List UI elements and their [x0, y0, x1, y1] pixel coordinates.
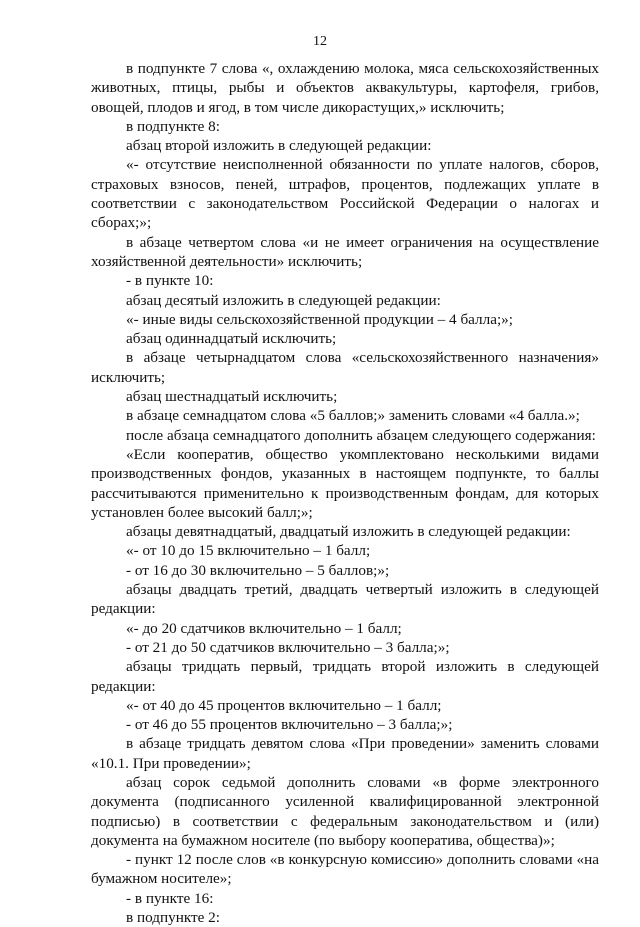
paragraph: абзац десятый изложить в следующей редакции:	[126, 291, 441, 309]
paragraph: абзацы тридцать первый, тридцать второй изложить в следующей редакции:	[91, 658, 599, 695]
paragraph: - от 21 до 50 сдатчиков включительно – 3 балла;»;	[126, 638, 450, 656]
paragraph: «- иные виды сельскохозяйственной продукции – 4 балла;»;	[126, 310, 513, 328]
paragraph: «Если кооператив, общество укомплектовано несколькими видами производственных фондов, указанных в настоящем подпункте, то баллы рассчитываются применительно к производственным фондам, для которых установлен более высокий балл;»;	[91, 445, 599, 521]
page-number: 12	[313, 34, 327, 49]
paragraph: в абзаце тридцать девятом слова «При проведении» заменить словами «10.1. При проведении»;	[91, 735, 599, 772]
paragraph: абзацы двадцать третий, двадцать четвертый изложить в следующей редакции:	[91, 581, 599, 618]
paragraph: в подпункте 2:	[126, 909, 220, 927]
paragraph: в абзаце четырнадцатом слова «сельскохозяйственного назначения» исключить;	[91, 349, 599, 386]
paragraph: абзац сорок седьмой дополнить словами «в форме электронного документа (подписанного усиленной квалифицированной электронной подписью) в соответствии с федеральным законодательством и (или) документа на бумажном носителе (по выбору кооператива, общества)»;	[91, 773, 599, 849]
paragraph: - пункт 12 после слов «в конкурсную комиссию» дополнить словами «на бумажном носителе»;	[91, 851, 599, 888]
paragraph: «- до 20 сдатчиков включительно – 1 балл;	[126, 619, 402, 637]
paragraph: в подпункте 8:	[126, 117, 220, 135]
paragraph: в абзаце четвертом слова «и не имеет ограничения на осуществление хозяйственной деятельности» исключить;	[91, 233, 599, 270]
paragraph: абзацы девятнадцатый, двадцатый изложить в следующей редакции:	[126, 523, 571, 541]
paragraph: в подпункте 7 слова «, охлаждению молока, мяса сельскохозяйственных животных, птицы, рыбы и объектов аквакультуры, картофеля, грибов, овощей, плодов и ягод, в том числе дикорастущих,» исключить;	[91, 60, 599, 116]
paragraph: «- отсутствие неисполненной обязанности по уплате налогов, сборов, страховых взносов, пеней, штрафов, процентов, подлежащих уплате в соответствии с законодательством Российской Федерации о налогах и сборах;»;	[91, 156, 599, 232]
paragraph: после абзаца семнадцатого дополнить абзацем следующего содержания:	[126, 426, 596, 444]
document-body	[91, 59, 599, 927]
paragraph: «- от 40 до 45 процентов включительно – 1 балл;	[126, 696, 442, 714]
paragraph: в абзаце семнадцатом слова «5 баллов;» заменить словами «4 балла.»;	[126, 407, 580, 425]
paragraph: - в пункте 10:	[126, 272, 214, 290]
paragraph: - от 46 до 55 процентов включительно – 3 балла;»;	[126, 716, 453, 734]
paragraph: «- от 10 до 15 включительно – 1 балл;	[126, 542, 371, 560]
paragraph: абзац второй изложить в следующей редакции:	[126, 137, 432, 155]
paragraph: - в пункте 16:	[126, 889, 214, 907]
paragraph: абзац одиннадцатый исключить;	[126, 330, 337, 348]
paragraph: абзац шестнадцатый исключить;	[126, 388, 338, 406]
paragraph: - от 16 до 30 включительно – 5 баллов;»;	[126, 561, 390, 579]
